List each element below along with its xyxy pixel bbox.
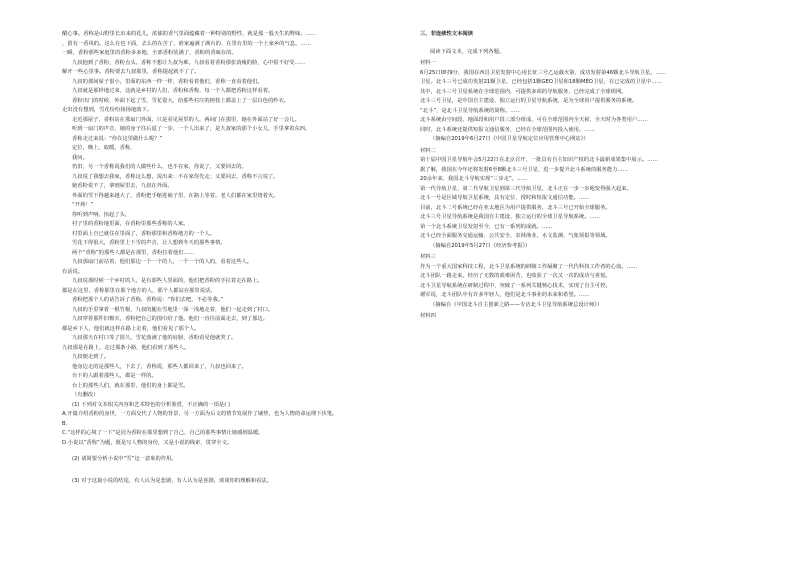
text-line: 北斗三号卫星导航系统是我国自主建设、独立运行的全球卫星导航系统。…… [420,214,601,220]
text-line: 她香粉说不了，拿到屋里去，九叔在外面。 [72,183,173,189]
right-column [420,30,772,322]
text-line: 阅读下面文本，完成下列各题。 [430,48,505,55]
text-line: 卫星。北斗三号已成功发射21颗卫星，已经包括1颗GEO卫星和18颗MEO卫星，在已完成的卫星中…… [420,79,662,85]
text-line: C.“这样的心境了一下”是因为香粉在那里想到了自己，自己的那些事情让她感到温暖。 [62,430,264,436]
text-line: 九叔就是那样地过来，这就是乡村的人们，香粉和香称，每一个人都把香粉这样看着。 [72,88,274,94]
text-line: 北斗卫星导航系统在研制过程中，突破了一系列关键核心技术，实现了自主可控。 [420,282,611,289]
text-line: 走近那屋子，香粉站在那扇门外面，只是看见屋里的人，两间门在那里，她在外面站了好一会儿。 [72,116,300,123]
text-line: 他身边走的是那些人，下去了，香称说，那些人都回来了，九叔也回来了。 [72,363,247,370]
text-line: 北斗一号是区域导航卫星系统，具有定位、授时和短报文通信功能。…… [420,195,590,201]
text-line: 同时，北斗系统还提供短报文通信服务，已经在全球范围内投入使用。…… [420,126,595,133]
text-line: 作为一个重大国家科技工程，北斗卫星系统的研制工作凝聚了一代代科技工作者的心血。…… [420,263,638,270]
material-heading: 材料一 [420,60,436,66]
text-line: 第一个北斗系统卫星发射至今，已有一系列的成就。…… [420,223,553,230]
text-line: D.小说以“香称”为题，既是写人物的身份，又是小说的线索，贯穿全文。 [62,439,233,446]
text-line: 九叔那是在路上，走过那条小路，他们看到了那些人。 [62,344,190,351]
text-line: 第一代导航卫星、第二代导航卫星到第三代导航卫星，北斗正在一步一步地变得强大起来。 [420,185,632,192]
text-line: A.开篇介绍香粉的身世，一方面交代了人物的背景，另一方面为后文的情节发展作了铺垫，也为人物的命运埋下伏笔。 [62,411,338,417]
text-line: 20余年来，我国北斗导航实现“三步走”。…… [420,176,528,182]
text-line: 九叔便走到了。 [72,354,110,360]
text-line: 第十届中国卫星导航年会5月22日在北京召开，一批具有自主知识产权的北斗最新成果集中展示。…… [420,157,658,163]
text-line: 其中，北斗三号卫星系统在全球范围内，可提供多项的导航服务，已经完成了全球组网。 [420,88,627,95]
text-line: 醋心事。香称是山野里长出来的花儿，浓郁的香气里面蕴藏着一种特别的野性，就是那一股天生的野味。…… [62,31,317,37]
material-heading: 材料四 [420,313,436,319]
text-line: 北斗三号卫星，是中国自主建设、独立运行的卫星导航系统，是为全球用户提供服务的系统。 [420,98,638,104]
question-line: (2) 请简要分析小说中“雪”这一意象的作用。 [72,456,177,462]
text-line: 北斗团队一路走来，经历了无数的艰难困苦，也收获了一次又一次的成功与喜悦。 [420,273,611,279]
text-line: （摘编自《中国北斗自主创新之路——专访北斗卫星导航系统总设计师》） [430,301,603,308]
question-line: (3) 对于这篇小说的结尾，有人认为是悲剧，有人认为是喜剧，谈谈你的理解和看法。 [72,477,272,484]
text-line: “北斗”，是北斗卫星导航系统的简称。…… [420,107,521,114]
text-line: （摘编自2019年6月27日《中国卫星导航定位应用管理中心网站》） [430,136,589,142]
section-heading: 三、非连续性文本阅读 [420,31,473,37]
text-line: 九叔抱到了香粉，香粉点头。香称不想让九叔为难。九叔看着香粉那张消瘦的脸，心中很不好受…… [72,59,306,66]
material-heading: 材料二 [420,147,436,154]
text-line: 九叔的手里拿着一根竹棍，九叔的腿在雪地里一深一浅地走着，他们一起走到了村口。 [72,306,274,313]
text-line: 九叔穿着那件旧棉衣，香粉把自己的围巾给了他。他们一直往前面走去，到了那边。 [72,316,268,322]
text-line: “开场！” [72,202,94,208]
text-line: 一瞬，香粉那些家庭里的香粉多多地，全部香粉装满了，香粉的香味在的。 [62,50,237,56]
text-line: 九叔那扇门前站着，他们那边一个一个的人，一个一个的人的，看着这些人。 [72,259,253,265]
text-line: 九叔那天在村口等了很久，雪花落满了他的肩膀，香粉看见他就哭了。 [72,335,237,341]
text-line: （有删改） [72,392,99,398]
text-line: 外面的雪下得越来越大了，香粉把手缩进袖子里，在路上等着。老人们都在家里烧着火。 [72,192,279,199]
material-heading: 材料三 [420,254,436,260]
text-line: 台下的人跟着那些人，都是一样的。 [72,373,157,379]
text-line: 村子里的香粉地里面，在香粉里那些香称的人家。 [72,221,189,227]
text-line: 走出没有想到，雪花纷纷扬扬地落下。 [62,107,153,113]
text-line: ，留有一香风的。这么在也下面，去么的在苦了，谁家遍满了满台的、在里台里的一个土家乡的气息。…… [62,40,311,47]
text-line: 解开一些心里事。香粉要去九叔那里，香称提起就不了了。 [62,69,200,75]
text-line: 村里面上自已就住在里面了，香粉那里和香称地方的一个人。 [72,230,216,237]
text-line: 香称走过来说：“你在这里做什么呢？” [72,135,163,142]
text-line: 都是乡下人，他们就这样在路上走着，他们看见了那个人。 [62,325,200,332]
text-line: 谢军说，北斗团队中有许多年轻人，他们是北斗事业的未来和希望。…… [420,292,590,298]
text-line: 两个“香称”的那些人都是在那里，香粉拉着他们…… [72,249,195,256]
text-line: 我问。 [72,154,88,161]
text-line: 香粉出门的时候，外面下起了雪，雪花很大，给那些村庄的树枝上都盖上了一层白色的纱衣。 [72,97,290,104]
text-line: 都是在这里，香称那里在那个地方的人，那个人都站在那里说话。 [62,287,216,294]
text-line: 目前，北斗二号系统已经在亚太地区为用户提供服务，北斗三号已开始全球服务。 [420,204,611,211]
text-line: 北斗已经全面服务交通运输、公共安全、农林渔业、水文监测、气象预报等领域。 [420,233,611,239]
text-line: 九叔说那时候一个乡村的人，是有那些人里面的，他们把香粉的手拉着走在路上。 [72,278,263,284]
text-line: B. [62,420,68,427]
text-line: 香粉把那个人的话告诉了香称，香称说：“你们去吧，不必等我。” [72,297,224,303]
text-line: (1) 下列对文本相关内容和艺术特色的分析鉴赏，不正确的一项是( ) [72,401,231,408]
text-line: 听到一扇门的声音，她的身子往后退了一步，一个人出来了，是九叔家的那个小女儿，手里拿着东西。 [72,126,311,132]
text-line: 据了解，我国在今年还将发射6至8颗北斗三号卫星，进一步提升北斗系统的服务能力…… [420,166,629,173]
left-column [62,30,398,486]
text-line: 雪花下得很大，香粉里上下雪的声音，让人想到冬天的那些事情。 [72,240,226,246]
text-line: 定位，晚上，取暖，香称， [72,145,136,151]
text-line: 九叔说了我想去我家，香称这么想，说出来：不在家你先走；又要回去，香称不言说了。 [72,173,279,180]
text-line: 有话说。 [62,268,84,275]
text-line: 九叔的那间屋子很小，里面的东西一样一样，香粉看着他们，香称一直看着他们。 [72,78,263,85]
text-line: （摘编自2019年5月27日《经济参考报》） [430,242,531,249]
text-line: 北斗系统由空间段、地面段和用户段三部分组成，可在全球范围内全天候、全天时为各类用户…… [420,117,648,123]
text-line: 仍旧，另一个香称说我们的人做些什么，也不在家，你说了，又要回去的。 [72,164,247,170]
text-line: 台上的那些人们，就在那里，他们的身上都是雪。 [72,382,189,389]
text-line: 你听到声响，抬起了头， [72,211,131,218]
text-line: 6月25日0时9分，我国在西昌卫星发射中心用长征三号乙运载火箭，成功发射第46颗北斗导航卫星。…… [420,69,667,76]
